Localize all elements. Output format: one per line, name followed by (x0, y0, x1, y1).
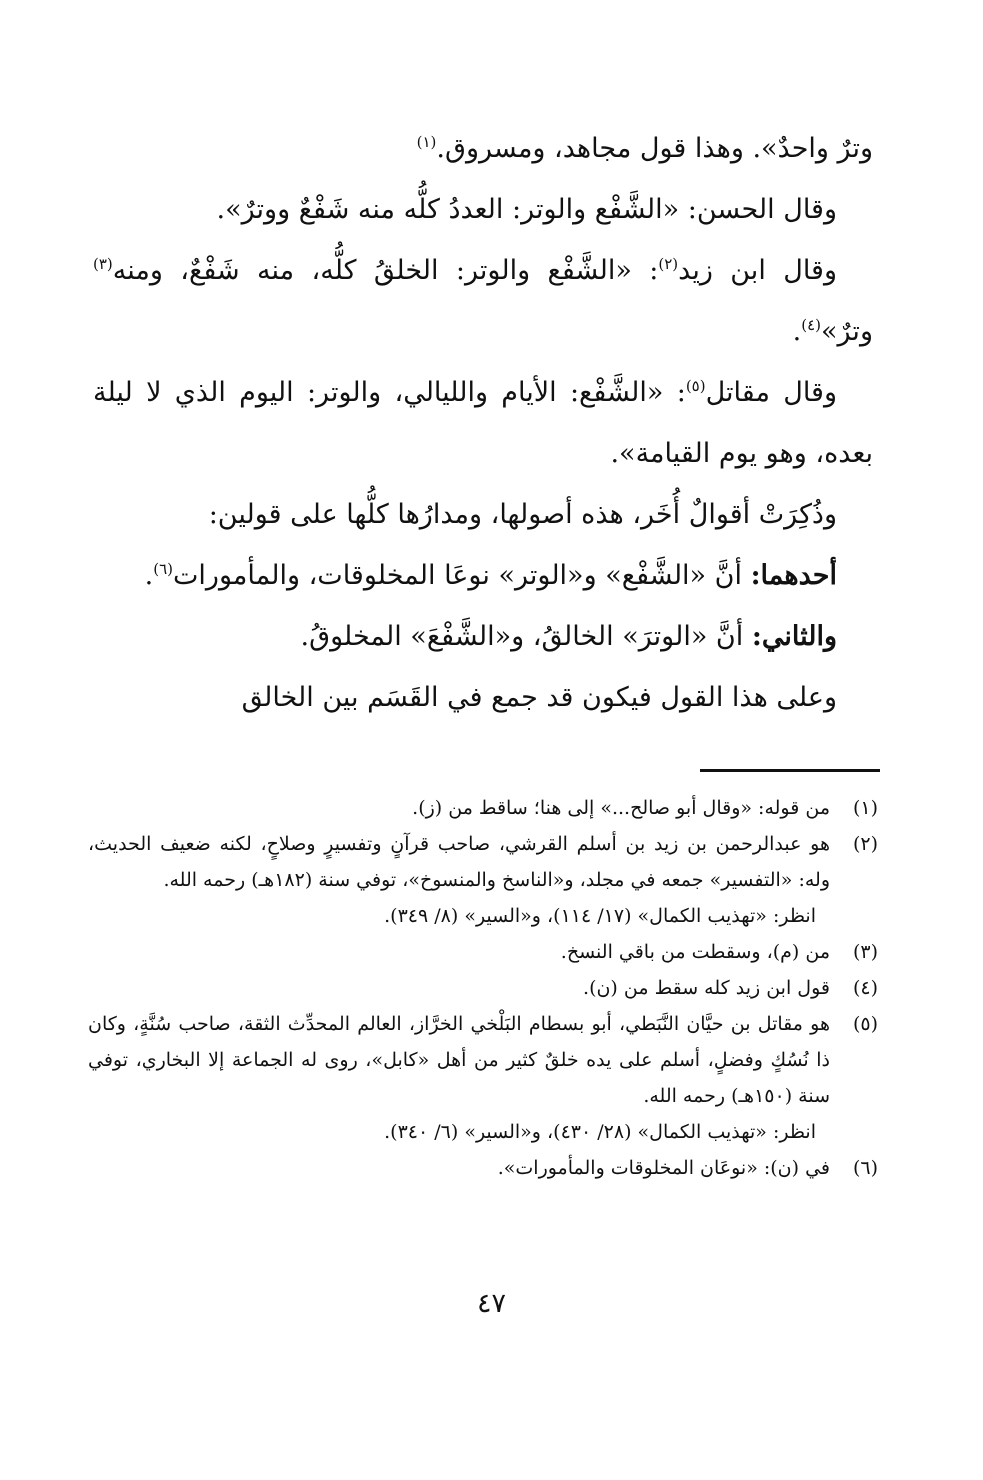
footnote-separator (700, 769, 880, 772)
footnote-1 (88, 790, 878, 826)
paragraph-6-text: أنَّ «الشَّفْع» و«الوتر» نوعَا المخلوقات، والمأمورات (173, 560, 742, 591)
footnote-number: (٥) (852, 1013, 878, 1035)
page-number: ٤٧ (476, 1288, 506, 1319)
footnote-number: (٣) (852, 941, 878, 963)
paragraph-4-text-b: : «الشَّفْع: الأيام والليالي، والوتر: اليوم الذي لا ليلة بعده، وهو يوم القيامة». (93, 377, 873, 469)
footnote-text: في (ن): «نوعَان المخلوقات والمأمورات». (497, 1157, 830, 1179)
footnote-4 (88, 970, 878, 1006)
footnote-ref-1: (١) (416, 133, 437, 151)
paragraph-7-text: أنَّ «الوترَ» الخالقُ، و«الشَّفْعَ» المخلوقُ. (300, 621, 744, 652)
paragraph-6 (93, 545, 873, 606)
footnote-reference: انظر: «تهذيب الكمال» (١٧/ ١١٤)، و«السير» (٨/ ٣٤٩). (384, 905, 816, 927)
paragraph-1 (93, 118, 873, 179)
paragraph-4-text-a: وقال مقاتل (705, 377, 837, 408)
footnote-2 (88, 826, 878, 934)
footnote-ref-6: (٦) (153, 560, 174, 578)
footnote-ref-2: (٢) (658, 255, 679, 273)
paragraph-5-text: وذُكِرَتْ أقوالٌ أُخَر، هذه أصولها، ومدارُها كلُّها على قولين: (208, 499, 837, 530)
footnote-6 (88, 1150, 878, 1186)
paragraph-3-text-c: وترٌ» (821, 316, 873, 347)
paragraph-3 (93, 240, 873, 362)
footnote-ref-5: (٥) (685, 377, 706, 395)
footnote-text: هو مقاتل بن حيَّان النَّبَطي، أبو بسطام البَلْخي الخرَّاز، العالم المحدِّث الثقة، صاحب سُنَّةٍ، وكان ذا نُسُكٍ وفضلٍ، أسلم على يده خلقٌ كثير من أهل «كابل»، روى له الجماعة إلا البخاري، توفي سنة (١٥٠هـ) رحمه الله. (88, 1013, 830, 1107)
paragraph-2 (93, 179, 873, 240)
footnote-text: من قوله: «وقال أبو صالح...» إلى هنا؛ ساقط من (ز). (412, 797, 830, 819)
paragraph-3-text-a: وقال ابن زيد (678, 255, 838, 286)
footnote-3 (88, 934, 878, 970)
paragraph-2-text: وقال الحسن: «الشَّفْع والوتر: العددُ كلُّه منه شَفْعٌ ووترٌ». (216, 194, 837, 225)
paragraph-8 (93, 667, 873, 728)
paragraph-4 (93, 362, 873, 484)
main-text (93, 118, 873, 728)
footnote-number: (٤) (852, 977, 878, 999)
footnote-text: من (م)، وسقطت من باقي النسخ. (560, 941, 830, 963)
footnote-5 (88, 1006, 878, 1150)
footnote-number: (٦) (852, 1157, 878, 1179)
paragraph-3-text-b: : «الشَّفْع والوتر: الخلقُ كلُّه، منه شَفْعٌ، ومنه (112, 255, 659, 286)
footnote-number: (٢) (852, 833, 878, 855)
footnote-ref-4: (٤) (801, 316, 822, 334)
paragraph-5 (93, 484, 873, 545)
footnote-ref-3: (٣) (93, 255, 113, 273)
second-opinion-label: والثاني: (751, 621, 837, 652)
paragraph-8-text: وعلى هذا القول فيكون قد جمع في القَسَم بين الخالق (241, 682, 837, 713)
footnote-number: (١) (852, 797, 878, 819)
paragraph-6-end: . (144, 560, 154, 591)
footnote-reference: انظر: «تهذيب الكمال» (٢٨/ ٤٣٠)، و«السير» (٦/ ٣٤٠). (384, 1121, 816, 1143)
first-opinion-label: أحدهما: (750, 560, 837, 591)
paragraph-3-text-d: . (792, 316, 802, 347)
footnote-text: هو عبدالرحمن بن زيد بن أسلم القرشي، صاحب قرآنٍ وتفسيرٍ وصلاحٍ، لكنه ضعيف الحديث، وله: «التفسير» جمعه في مجلد، و«الناسخ والمنسوخ»، توفي سنة (١٨٢هـ) رحمه الله. (88, 833, 830, 891)
footnotes (88, 790, 878, 1186)
paragraph-7 (93, 606, 873, 667)
footnote-text: قول ابن زيد كله سقط من (ن). (583, 977, 830, 999)
paragraph-1-text: وترٌ واحدٌ». وهذا قول مجاهد، ومسروق. (436, 133, 873, 164)
